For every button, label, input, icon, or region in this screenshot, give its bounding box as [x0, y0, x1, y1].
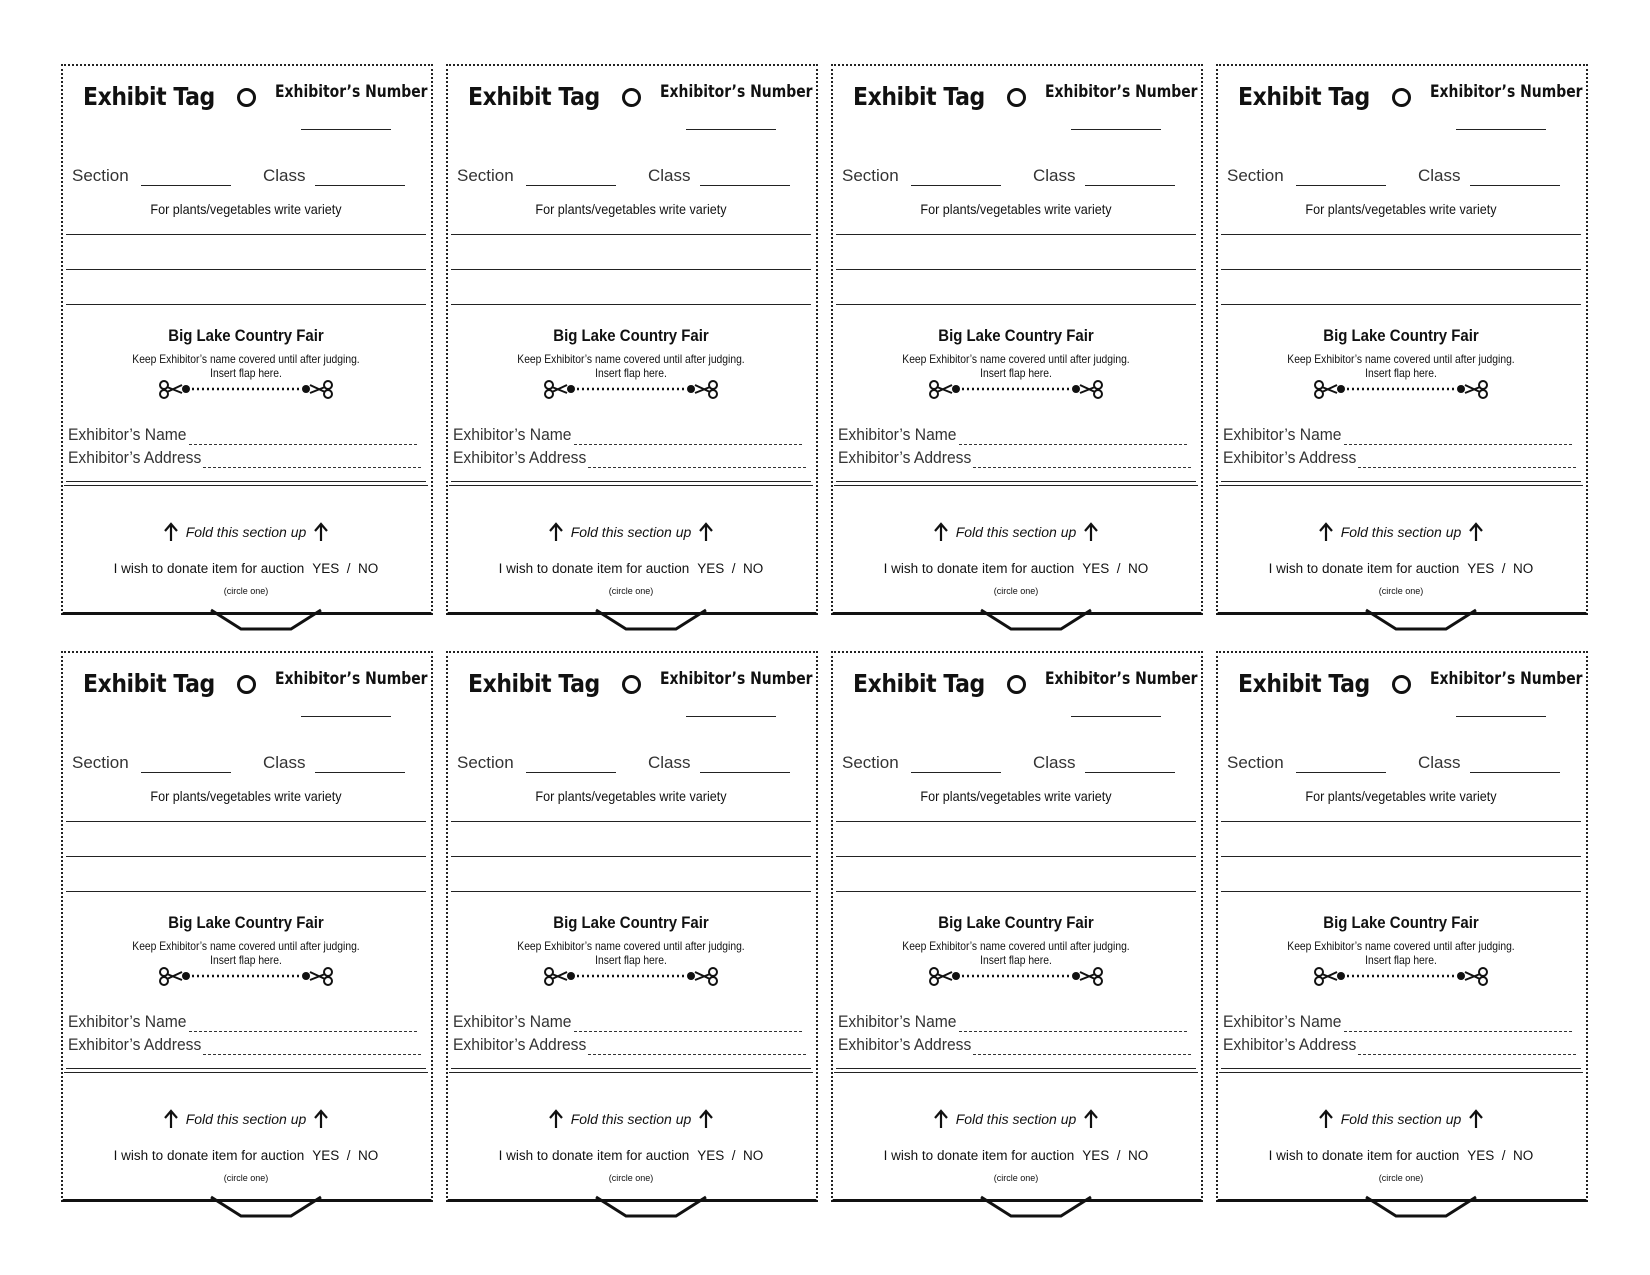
arrow-up-icon [1319, 1109, 1333, 1129]
circle-one-note: (circle one) [608, 1173, 654, 1183]
fold-instruction [1216, 1109, 1586, 1135]
cut-line-scissors-icon[interactable] [541, 964, 721, 988]
tag-title: Exhibit Tag [83, 82, 215, 111]
fair-name: Big Lake Country Fair [938, 913, 1094, 932]
fair-name: Big Lake Country Fair [168, 913, 324, 932]
exhibitor-name-label: Exhibitor’s Name [1223, 425, 1342, 444]
punch-hole-icon [1007, 675, 1026, 694]
tag-title: Exhibit Tag [1238, 669, 1370, 698]
insert-flap-note: Insert flap here. [980, 953, 1052, 967]
exhibitor-number-label: Exhibitor’s Number [1430, 669, 1583, 689]
variety-line-1[interactable] [1221, 821, 1581, 822]
tag-title: Exhibit Tag [468, 669, 600, 698]
variety-line-2[interactable] [451, 269, 811, 270]
section-field[interactable] [141, 772, 231, 773]
insert-flap-note: Insert flap here. [1365, 366, 1437, 380]
yes-no-choice[interactable]: YES / NO [312, 561, 379, 576]
punch-hole-icon [622, 675, 641, 694]
donate-text: I wish to donate item for auction [498, 561, 690, 576]
tag-bottom-tab [446, 1196, 816, 1224]
fold-line [449, 1072, 813, 1073]
circle-one-note: (circle one) [223, 586, 269, 596]
exhibitor-name-label: Exhibitor’s Name [453, 425, 572, 444]
section-label: Section [842, 166, 899, 185]
exhibitor-address-label: Exhibitor’s Address [68, 448, 202, 467]
fair-name: Big Lake Country Fair [168, 326, 324, 345]
tag-title: Exhibit Tag [853, 82, 985, 111]
exhibitor-number-label: Exhibitor’s Number [275, 669, 428, 689]
fold-line [834, 1072, 1198, 1073]
fair-name: Big Lake Country Fair [553, 326, 709, 345]
class-label: Class [1418, 166, 1461, 185]
tag-bottom-tab [1216, 1196, 1586, 1224]
cut-line-scissors-icon[interactable] [1311, 964, 1491, 988]
variety-line-3[interactable] [66, 304, 426, 305]
tag-bottom-tab [61, 1196, 431, 1224]
punch-hole-icon [237, 88, 256, 107]
exhibitor-address-field[interactable] [588, 1054, 806, 1055]
cut-line-scissors-icon[interactable] [1311, 377, 1491, 401]
arrow-up-icon [164, 522, 178, 542]
keep-covered-note: Keep Exhibitor’s name covered until after judging. [517, 939, 745, 953]
insert-flap-note: Insert flap here. [210, 366, 282, 380]
variety-line-3[interactable] [836, 891, 1196, 892]
exhibit-tag [446, 64, 816, 612]
fold-instruction [831, 1109, 1201, 1135]
exhibitor-address-field[interactable] [973, 1054, 1191, 1055]
tag-bottom-tab [831, 609, 1201, 637]
variety-line-2[interactable] [836, 269, 1196, 270]
variety-line-1[interactable] [451, 234, 811, 235]
exhibitor-name-label: Exhibitor’s Name [838, 425, 957, 444]
variety-line-1[interactable] [66, 234, 426, 235]
class-field[interactable] [700, 772, 790, 773]
fold-label: Fold this section up [955, 1111, 1077, 1127]
cut-line-scissors-icon[interactable] [926, 377, 1106, 401]
keep-covered-note: Keep Exhibitor’s name covered until after judging. [902, 352, 1130, 366]
variety-line-1[interactable] [836, 234, 1196, 235]
fold-instruction [1216, 522, 1586, 548]
fold-label: Fold this section up [185, 1111, 307, 1127]
arrow-up-icon [934, 1109, 948, 1129]
fair-name: Big Lake Country Fair [1323, 913, 1479, 932]
section-field[interactable] [526, 772, 616, 773]
exhibitor-address-field[interactable] [203, 1054, 421, 1055]
keep-covered-note: Keep Exhibitor’s name covered until after judging. [1287, 352, 1515, 366]
circle-one-note: (circle one) [1378, 1173, 1424, 1183]
class-field[interactable] [1470, 185, 1560, 186]
address-line-2[interactable] [451, 481, 811, 482]
punch-hole-icon [237, 675, 256, 694]
insert-flap-note: Insert flap here. [595, 366, 667, 380]
circle-one-note: (circle one) [223, 1173, 269, 1183]
circle-one-note: (circle one) [1378, 586, 1424, 596]
section-field[interactable] [911, 772, 1001, 773]
class-field[interactable] [1085, 185, 1175, 186]
arrow-up-icon [314, 1109, 328, 1129]
exhibit-tag [446, 651, 816, 1199]
donate-text: I wish to donate item for auction [883, 561, 1075, 576]
exhibitor-name-field[interactable] [959, 444, 1187, 445]
exhibitor-number-field[interactable] [1456, 129, 1546, 130]
class-label: Class [648, 166, 691, 185]
variety-note: For plants/vegetables write variety [150, 788, 342, 804]
donate-question [61, 1148, 431, 1163]
arrow-up-icon [1469, 1109, 1483, 1129]
class-label: Class [1033, 753, 1076, 772]
insert-flap-note: Insert flap here. [1365, 953, 1437, 967]
arrow-up-icon [549, 522, 563, 542]
exhibit-tag [61, 64, 431, 612]
donate-question [1216, 561, 1586, 576]
fold-line [834, 485, 1198, 486]
address-line-2[interactable] [1221, 1068, 1581, 1069]
donate-question [831, 1148, 1201, 1163]
exhibitor-name-field[interactable] [189, 1031, 417, 1032]
circle-one-note: (circle one) [608, 586, 654, 596]
tag-bottom-tab [831, 1196, 1201, 1224]
cut-line-scissors-icon[interactable] [541, 377, 721, 401]
tag-title: Exhibit Tag [468, 82, 600, 111]
class-field[interactable] [315, 185, 405, 186]
variety-note: For plants/vegetables write variety [150, 201, 342, 217]
exhibitor-name-label: Exhibitor’s Name [838, 1012, 957, 1031]
variety-line-1[interactable] [451, 821, 811, 822]
exhibitor-name-label: Exhibitor’s Name [68, 1012, 187, 1031]
cut-line-scissors-icon[interactable] [926, 964, 1106, 988]
section-label: Section [72, 166, 129, 185]
variety-note: For plants/vegetables write variety [920, 788, 1112, 804]
fold-label: Fold this section up [570, 524, 692, 540]
class-field[interactable] [1085, 772, 1175, 773]
donate-question [1216, 1148, 1586, 1163]
variety-line-1[interactable] [66, 821, 426, 822]
section-label: Section [842, 753, 899, 772]
variety-line-3[interactable] [1221, 891, 1581, 892]
exhibitor-address-field[interactable] [588, 467, 806, 468]
donate-text: I wish to donate item for auction [113, 1148, 305, 1163]
exhibitor-number-field[interactable] [1456, 716, 1546, 717]
donate-text: I wish to donate item for auction [883, 1148, 1075, 1163]
donate-text: I wish to donate item for auction [1268, 1148, 1460, 1163]
keep-covered-note: Keep Exhibitor’s name covered until after judging. [902, 939, 1130, 953]
variety-line-2[interactable] [66, 269, 426, 270]
arrow-up-icon [934, 522, 948, 542]
class-field[interactable] [700, 185, 790, 186]
tag-bottom-tab [446, 609, 816, 637]
section-field[interactable] [526, 185, 616, 186]
exhibitor-number-label: Exhibitor’s Number [1045, 82, 1198, 102]
yes-no-choice[interactable]: YES / NO [312, 1148, 379, 1163]
class-label: Class [263, 166, 306, 185]
fold-label: Fold this section up [1340, 524, 1462, 540]
exhibit-tag [831, 64, 1201, 612]
variety-line-3[interactable] [1221, 304, 1581, 305]
fold-line [64, 1072, 428, 1073]
exhibitor-number-field[interactable] [686, 716, 776, 717]
cut-line-scissors-icon[interactable] [156, 964, 336, 988]
variety-line-2[interactable] [451, 856, 811, 857]
section-field[interactable] [911, 185, 1001, 186]
exhibit-tag [1216, 651, 1586, 1199]
exhibitor-name-label: Exhibitor’s Name [68, 425, 187, 444]
fold-instruction [446, 522, 816, 548]
yes-no-choice[interactable]: YES / NO [697, 561, 764, 576]
tag-title: Exhibit Tag [853, 669, 985, 698]
variety-line-2[interactable] [66, 856, 426, 857]
exhibit-tag [61, 651, 431, 1199]
class-label: Class [648, 753, 691, 772]
insert-flap-note: Insert flap here. [210, 953, 282, 967]
address-line-2[interactable] [66, 481, 426, 482]
exhibitor-address-label: Exhibitor’s Address [1223, 1035, 1357, 1054]
variety-line-1[interactable] [1221, 234, 1581, 235]
insert-flap-note: Insert flap here. [980, 366, 1052, 380]
exhibitor-number-label: Exhibitor’s Number [1045, 669, 1198, 689]
fold-label: Fold this section up [1340, 1111, 1462, 1127]
exhibit-tag [1216, 64, 1586, 612]
tag-bottom-tab [1216, 609, 1586, 637]
exhibitor-address-field[interactable] [1358, 1054, 1576, 1055]
tag-title: Exhibit Tag [1238, 82, 1370, 111]
class-field[interactable] [1470, 772, 1560, 773]
address-line-2[interactable] [836, 481, 1196, 482]
tag-title: Exhibit Tag [83, 669, 215, 698]
insert-flap-note: Insert flap here. [595, 953, 667, 967]
fold-line [1219, 485, 1583, 486]
variety-note: For plants/vegetables write variety [1305, 788, 1497, 804]
exhibitor-name-field[interactable] [1344, 1031, 1572, 1032]
variety-line-3[interactable] [451, 891, 811, 892]
donate-question [446, 1148, 816, 1163]
fair-name: Big Lake Country Fair [938, 326, 1094, 345]
address-line-2[interactable] [1221, 481, 1581, 482]
exhibitor-address-label: Exhibitor’s Address [1223, 448, 1357, 467]
yes-no-choice[interactable]: YES / NO [1467, 1148, 1534, 1163]
exhibitor-name-field[interactable] [574, 1031, 802, 1032]
fold-instruction [446, 1109, 816, 1135]
exhibitor-number-label: Exhibitor’s Number [660, 669, 813, 689]
keep-covered-note: Keep Exhibitor’s name covered until after judging. [1287, 939, 1515, 953]
address-line-2[interactable] [836, 1068, 1196, 1069]
keep-covered-note: Keep Exhibitor’s name covered until after judging. [132, 939, 360, 953]
exhibitor-address-label: Exhibitor’s Address [453, 1035, 587, 1054]
donate-question [61, 561, 431, 576]
donate-text: I wish to donate item for auction [113, 561, 305, 576]
exhibitor-name-label: Exhibitor’s Name [453, 1012, 572, 1031]
circle-one-note: (circle one) [993, 1173, 1039, 1183]
exhibitor-address-field[interactable] [203, 467, 421, 468]
exhibitor-name-label: Exhibitor’s Name [1223, 1012, 1342, 1031]
yes-no-choice[interactable]: YES / NO [697, 1148, 764, 1163]
arrow-up-icon [164, 1109, 178, 1129]
fold-line [1219, 1072, 1583, 1073]
donate-text: I wish to donate item for auction [1268, 561, 1460, 576]
exhibitor-address-label: Exhibitor’s Address [453, 448, 587, 467]
arrow-up-icon [699, 1109, 713, 1129]
variety-note: For plants/vegetables write variety [535, 788, 727, 804]
variety-note: For plants/vegetables write variety [920, 201, 1112, 217]
section-label: Section [72, 753, 129, 772]
exhibitor-number-field[interactable] [301, 716, 391, 717]
class-label: Class [1418, 753, 1461, 772]
fold-line [449, 485, 813, 486]
section-field[interactable] [1296, 185, 1386, 186]
exhibitor-number-field[interactable] [301, 129, 391, 130]
keep-covered-note: Keep Exhibitor’s name covered until after judging. [132, 352, 360, 366]
keep-covered-note: Keep Exhibitor’s name covered until after judging. [517, 352, 745, 366]
exhibitor-address-field[interactable] [1358, 467, 1576, 468]
fold-instruction [61, 522, 431, 548]
section-field[interactable] [141, 185, 231, 186]
fold-instruction [61, 1109, 431, 1135]
variety-line-2[interactable] [1221, 856, 1581, 857]
fold-label: Fold this section up [570, 1111, 692, 1127]
exhibitor-number-field[interactable] [1071, 716, 1161, 717]
section-label: Section [457, 166, 514, 185]
exhibitor-address-label: Exhibitor’s Address [838, 448, 972, 467]
section-label: Section [1227, 166, 1284, 185]
punch-hole-icon [1007, 88, 1026, 107]
class-label: Class [1033, 166, 1076, 185]
fold-label: Fold this section up [955, 524, 1077, 540]
exhibitor-address-label: Exhibitor’s Address [838, 1035, 972, 1054]
circle-one-note: (circle one) [993, 586, 1039, 596]
class-label: Class [263, 753, 306, 772]
fold-label: Fold this section up [185, 524, 307, 540]
punch-hole-icon [622, 88, 641, 107]
exhibitor-number-label: Exhibitor’s Number [660, 82, 813, 102]
fold-line [64, 485, 428, 486]
arrow-up-icon [699, 522, 713, 542]
variety-line-3[interactable] [66, 891, 426, 892]
exhibitor-number-label: Exhibitor’s Number [1430, 82, 1583, 102]
exhibitor-name-field[interactable] [1344, 444, 1572, 445]
donate-text: I wish to donate item for auction [498, 1148, 690, 1163]
exhibitor-name-field[interactable] [959, 1031, 1187, 1032]
yes-no-choice[interactable]: YES / NO [1467, 561, 1534, 576]
section-label: Section [1227, 753, 1284, 772]
arrow-up-icon [1084, 1109, 1098, 1129]
variety-line-3[interactable] [836, 304, 1196, 305]
exhibitor-name-field[interactable] [574, 444, 802, 445]
exhibitor-number-field[interactable] [686, 129, 776, 130]
exhibitor-address-label: Exhibitor’s Address [68, 1035, 202, 1054]
tag-bottom-tab [61, 609, 431, 637]
variety-line-3[interactable] [451, 304, 811, 305]
yes-no-choice[interactable]: YES / NO [1082, 1148, 1149, 1163]
punch-hole-icon [1392, 675, 1411, 694]
address-line-2[interactable] [66, 1068, 426, 1069]
donate-question [831, 561, 1201, 576]
arrow-up-icon [314, 522, 328, 542]
donate-question [446, 561, 816, 576]
section-field[interactable] [1296, 772, 1386, 773]
arrow-up-icon [1469, 522, 1483, 542]
variety-line-2[interactable] [836, 856, 1196, 857]
fold-instruction [831, 522, 1201, 548]
exhibitor-address-field[interactable] [973, 467, 1191, 468]
class-field[interactable] [315, 772, 405, 773]
arrow-up-icon [1084, 522, 1098, 542]
variety-note: For plants/vegetables write variety [535, 201, 727, 217]
cut-line-scissors-icon[interactable] [156, 377, 336, 401]
exhibit-tag [831, 651, 1201, 1199]
variety-note: For plants/vegetables write variety [1305, 201, 1497, 217]
exhibitor-number-field[interactable] [1071, 129, 1161, 130]
exhibitor-name-field[interactable] [189, 444, 417, 445]
section-label: Section [457, 753, 514, 772]
variety-line-1[interactable] [836, 821, 1196, 822]
yes-no-choice[interactable]: YES / NO [1082, 561, 1149, 576]
address-line-2[interactable] [451, 1068, 811, 1069]
fair-name: Big Lake Country Fair [1323, 326, 1479, 345]
punch-hole-icon [1392, 88, 1411, 107]
arrow-up-icon [1319, 522, 1333, 542]
arrow-up-icon [549, 1109, 563, 1129]
variety-line-2[interactable] [1221, 269, 1581, 270]
exhibitor-number-label: Exhibitor’s Number [275, 82, 428, 102]
fair-name: Big Lake Country Fair [553, 913, 709, 932]
